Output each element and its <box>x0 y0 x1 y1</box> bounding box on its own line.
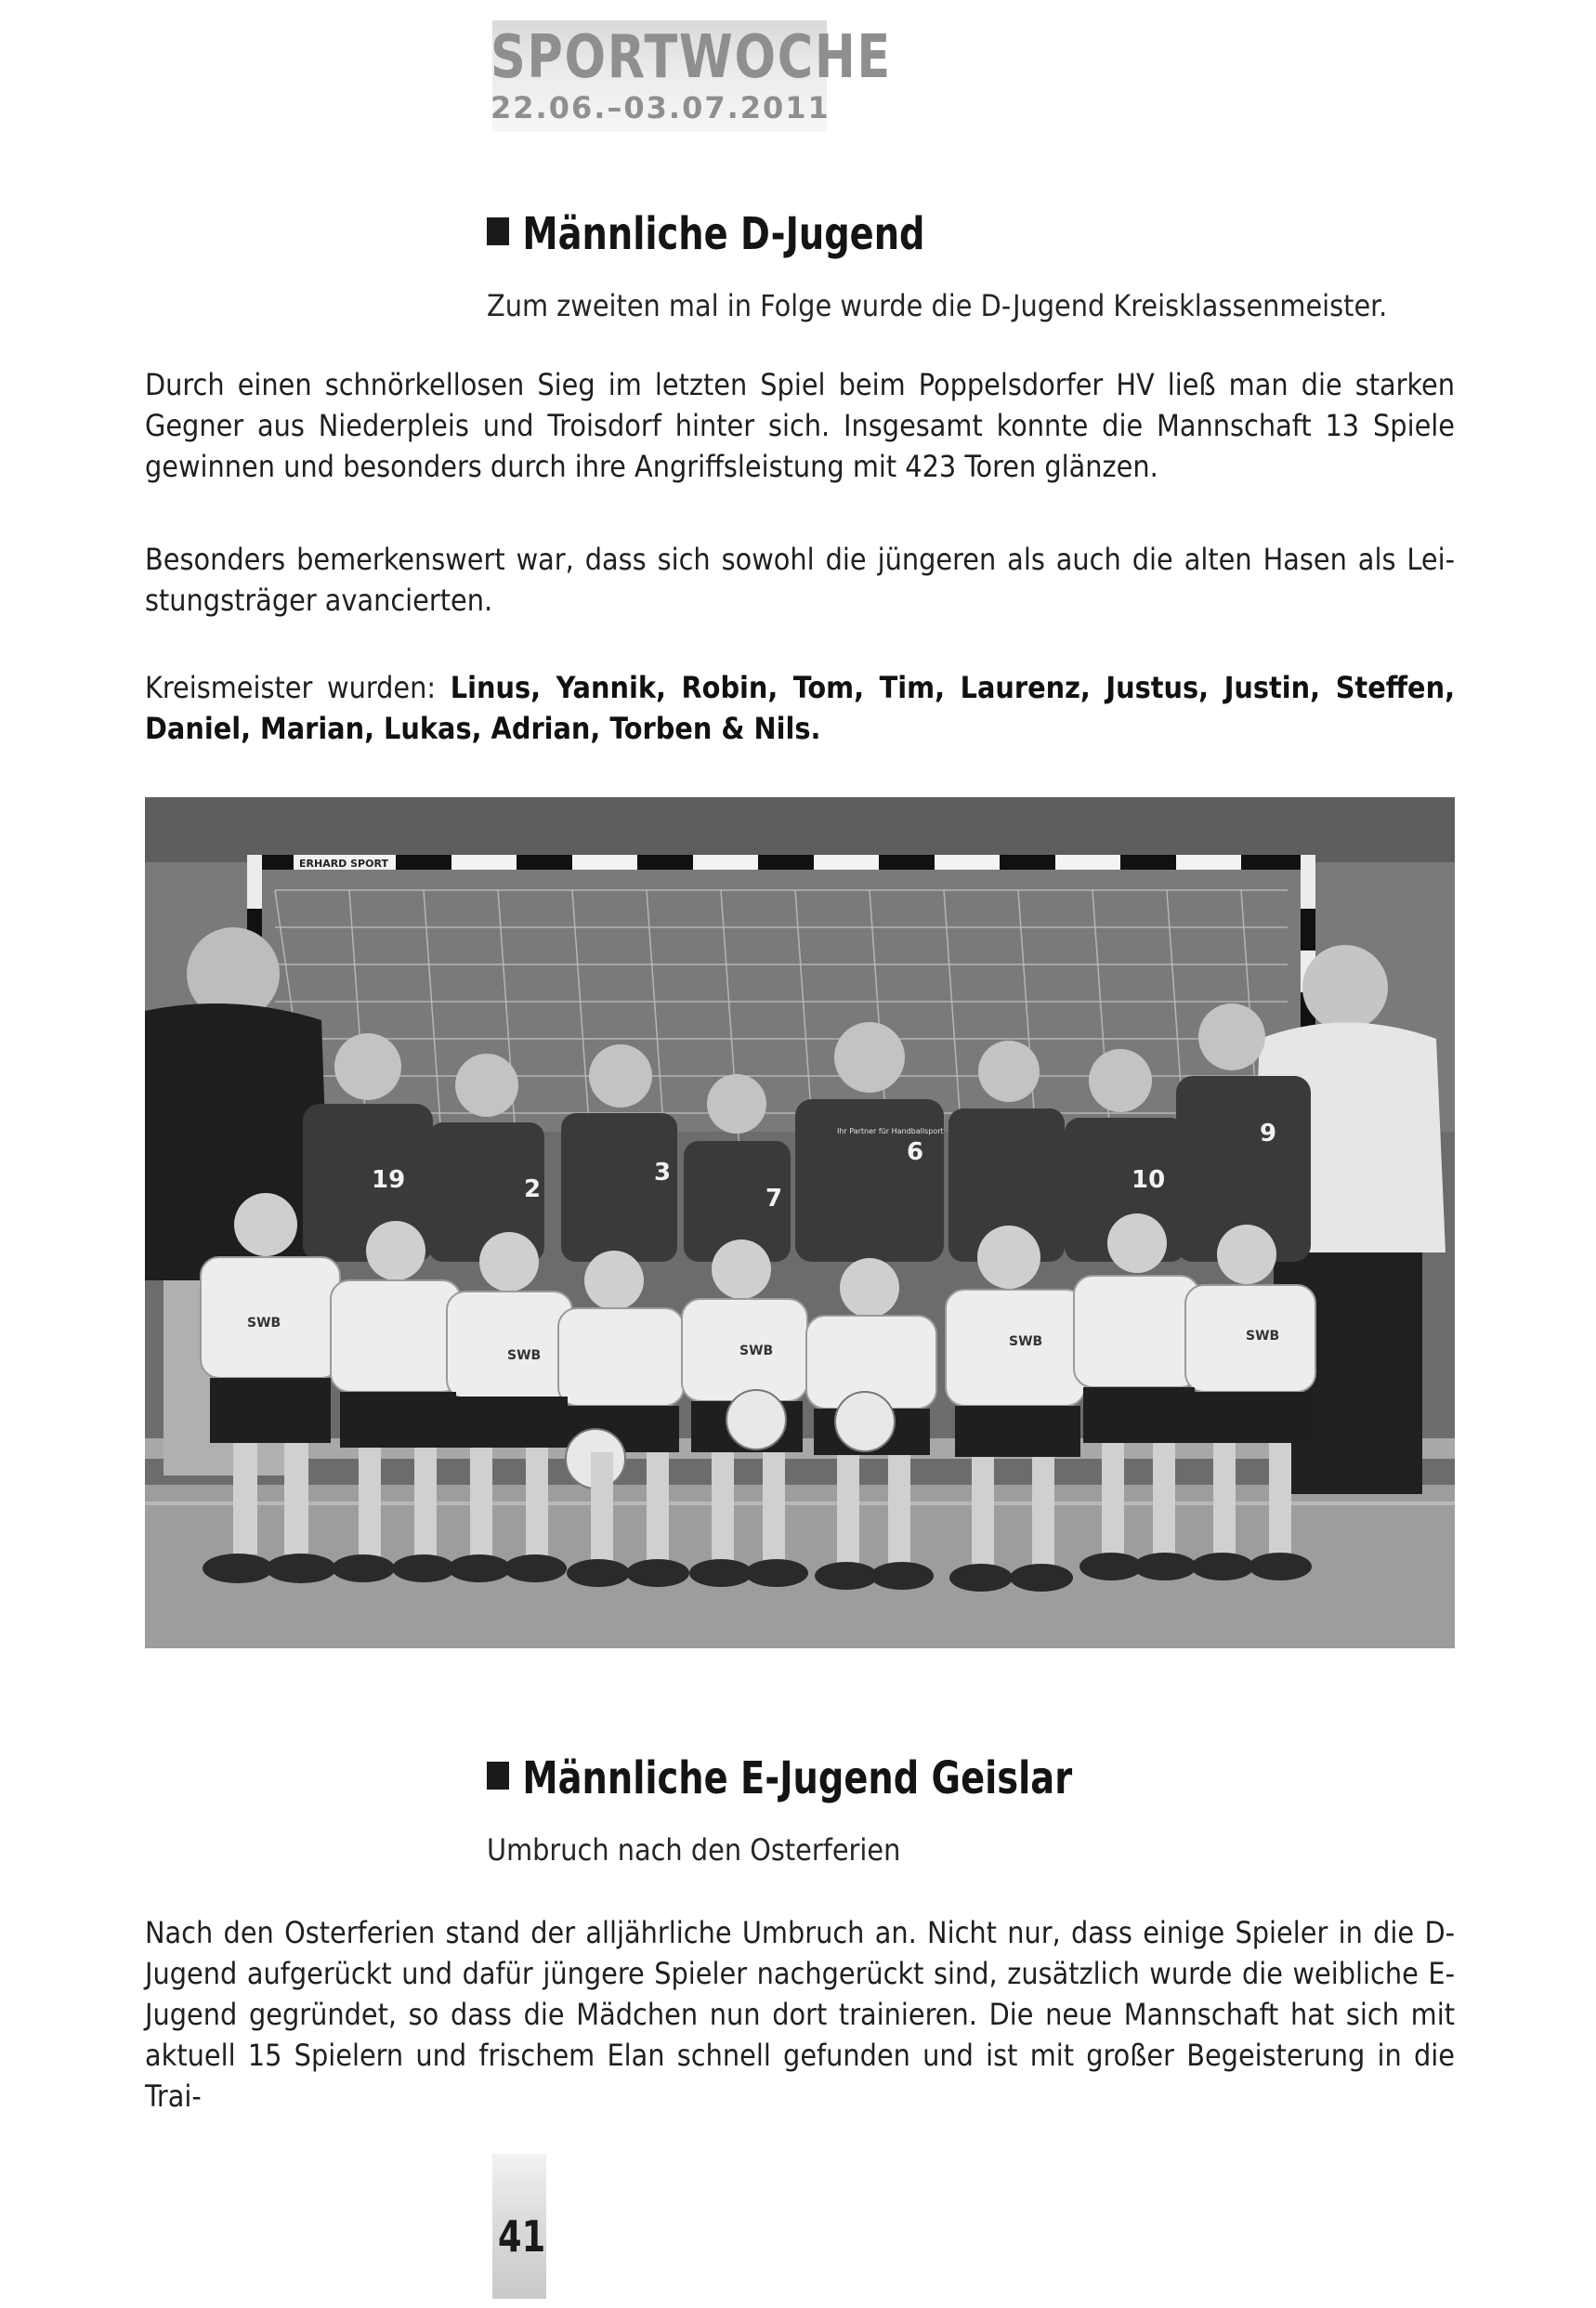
jersey-number: 10 <box>1132 1166 1166 1194</box>
section-title-e-jugend <box>487 1752 1073 1804</box>
champions-label: Kreismeister wurden: <box>145 670 437 705</box>
jersey-number: 9 <box>1260 1120 1277 1147</box>
shirt-sponsor: SWB <box>507 1348 542 1363</box>
section-title-text: Männliche E-Jugend Geislar <box>522 1752 1073 1804</box>
goal-brand-label: ERHARD SPORT <box>299 858 388 870</box>
jersey-number: 6 <box>907 1138 924 1166</box>
paragraph-e-1: Nach den Osterferien stand der alljährliche Umbruch an. Nicht nur, dass einige Spieler in die D-Jugend aufgerückt und dafür jüngere Spieler nachgerückt sind, zusätzlich wurde die weibliche E-Jugend gegründet, so dass die Mädchen nun dort trainieren. Die neue Mannschaft hat sich mit aktuell 15 Spielern und frischem Elan schnell gefunden und ist mit großer Begeisterung in die Trai- <box>145 1915 1455 2114</box>
jersey-number: 2 <box>524 1175 542 1203</box>
shirt-sponsor: SWB <box>739 1344 774 1358</box>
jersey-number: 7 <box>765 1185 783 1213</box>
square-bullet-icon <box>487 1762 509 1790</box>
section-title-text: Männliche D-Jugend <box>522 208 925 260</box>
shirt-sponsor: SWB <box>247 1316 281 1331</box>
paragraph-d-1: Durch einen schnörkellosen Sieg im letzten Spiel beim Poppelsdorfer HV ließ man die starken Gegner aus Niederpleis und Troisdorf hinter sich. Insgesamt konnte die Mannschaft 13 Spiele gewinnen und besonders durch ihre Angriffsleistung mit 423 Toren glänzen. <box>145 367 1455 484</box>
shirt-print-caption: Ihr Partner für Handballsport <box>837 1127 944 1135</box>
shirt-sponsor: SWB <box>1246 1329 1280 1344</box>
magazine-name: SPORTWOCHE <box>491 23 892 92</box>
paragraph-d-2: Besonders bemerkenswert war, dass sich sowohl die jüngeren als auch die alten Hasen als Leistungsträger avancierten. <box>145 542 1455 618</box>
paragraph-d-champions <box>145 667 1455 749</box>
date-range: 22.06.–03.07.2011 <box>491 90 831 125</box>
team-photo <box>145 797 1455 1648</box>
section-subtitle-d-jugend: Zum zweiten mal in Folge wurde die D-Jugend Kreisklassenmeister. <box>487 288 1388 323</box>
champions-names: Linus, Yannik, Robin, Tom, Tim, Laurenz, Justus, Justin, Steffen, Daniel, Marian, Lukas, Adrian, Torben & Nils. <box>145 670 1456 746</box>
shirt-sponsor: SWB <box>1009 1334 1043 1349</box>
jersey-number: 19 <box>372 1166 406 1194</box>
section-subtitle-e-jugend: Umbruch nach den Osterferien <box>487 1832 901 1868</box>
section-title-d-jugend <box>487 208 925 260</box>
page-number: 41 <box>498 2211 546 2262</box>
jersey-number: 3 <box>654 1159 672 1187</box>
square-bullet-icon <box>487 217 509 245</box>
